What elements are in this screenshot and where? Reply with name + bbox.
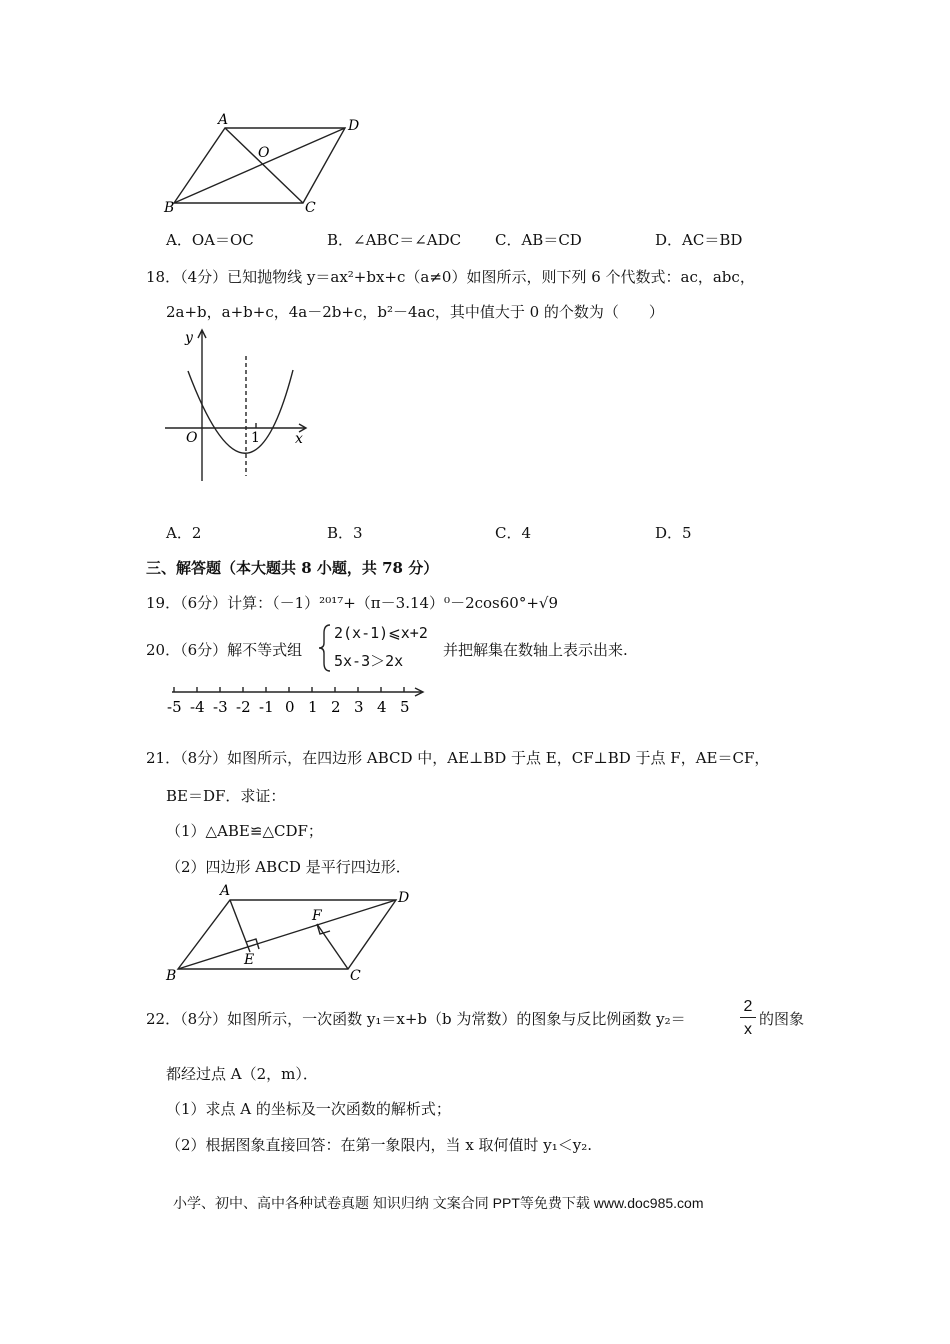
vertex-label-c: C	[305, 200, 316, 216]
tick-label: 4	[377, 698, 387, 716]
quadrilateral-figure-q21	[160, 880, 415, 988]
fraction-bar	[740, 1017, 756, 1018]
q18-option-a[interactable]: A．2	[166, 524, 202, 542]
tick-label: -5	[167, 698, 182, 716]
tick-label: 2	[331, 698, 341, 716]
vertex-label-a: A	[220, 883, 231, 899]
q20-inequality-1: 2(x-1)⩽x+2	[334, 624, 428, 642]
q20-inequality-2: 5x-3＞2x	[334, 652, 404, 670]
q20-prefix: 20．（6分）解不等式组	[146, 641, 303, 659]
tick-label-one: 1	[251, 430, 260, 446]
q22-stem-line2: 都经过点 A（2，m）．	[166, 1065, 318, 1083]
tick-label: -4	[190, 698, 205, 716]
parallelogram-figure-q17	[160, 108, 370, 218]
tick-label: 0	[285, 698, 295, 716]
tick-label: 1	[308, 698, 318, 716]
q20-suffix: 并把解集在数轴上表示出来.	[443, 641, 628, 659]
q21-stem-line1: 21．（8分）如图所示，在四边形 ABCD 中，AE⊥BD 于点 E，CF⊥BD 于点 F，AE＝CF，	[146, 749, 770, 767]
vertex-label-d: D	[348, 118, 360, 134]
q17-option-d[interactable]: D．AC＝BD	[655, 231, 743, 249]
tick-label: -2	[236, 698, 251, 716]
q17-option-c[interactable]: C．AB＝CD	[495, 231, 582, 249]
vertex-label-f: F	[312, 908, 322, 924]
number-line	[160, 682, 430, 718]
vertex-label-b: B	[164, 200, 175, 216]
vertex-label-e: E	[244, 952, 255, 968]
q22-stem-line1-end: 的图象	[759, 1010, 805, 1028]
q19-stem: 19．（6分）计算：（－1）²⁰¹⁷+（π－3.14）⁰－2cos60°+√9	[146, 594, 558, 612]
vertex-label-a: A	[218, 112, 229, 128]
vertex-label-b: B	[166, 968, 177, 984]
q22-sub1: （1）求点 A 的坐标及一次函数的解析式；	[166, 1100, 451, 1118]
y-axis-label: y	[185, 330, 193, 346]
x-axis-label: x	[295, 431, 303, 447]
q18-option-d[interactable]: D．5	[655, 524, 692, 542]
q17-option-b[interactable]: B．∠ABC＝∠ADC	[327, 231, 462, 249]
vertex-label-d: D	[398, 890, 410, 906]
q18-stem-line2: 2a+b，a+b+c，4a－2b+c，b²－4ac，其中值大于 0 的个数为（ ）	[166, 303, 664, 321]
tick-label: -3	[213, 698, 228, 716]
q22-sub2: （2）根据图象直接回答：在第一象限内，当 x 取何值时 y₁＜y₂.	[166, 1136, 593, 1154]
fraction-denominator: x	[744, 1021, 752, 1038]
q21-stem-line2: BE＝DF．求证：	[166, 787, 286, 805]
footer-text: 小学、初中、高中各种试卷真题 知识归纳 文案合同 PPT等免费下载 www.doc985.com	[173, 1195, 704, 1211]
q21-sub1: （1）△ABE≌△CDF；	[166, 822, 323, 840]
q21-sub2: （2）四边形 ABCD 是平行四边形．	[166, 858, 411, 876]
vertex-label-o: O	[258, 145, 270, 161]
q18-option-c[interactable]: C．4	[495, 524, 532, 542]
origin-label: O	[186, 430, 198, 446]
tick-label: 5	[400, 698, 410, 716]
tick-label: -1	[259, 698, 274, 716]
q22-stem-line1: 22．（8分）如图所示，一次函数 y₁＝x+b（b 为常数）的图象与反比例函数 y₂＝	[146, 1010, 686, 1028]
fraction-numerator: 2	[743, 998, 753, 1015]
q18-stem-line1: 18．（4分）已知抛物线 y＝ax²+bx+c（a≠0）如图所示，则下列 6 个代数式：ac，abc，	[146, 268, 755, 286]
brace-icon	[318, 623, 332, 673]
q18-option-b[interactable]: B．3	[327, 524, 363, 542]
vertex-label-c: C	[350, 968, 361, 984]
tick-label: 3	[354, 698, 364, 716]
section-heading: 三、解答题（本大题共 8 小题，共 78 分）	[146, 559, 439, 577]
q17-option-a[interactable]: A．OA＝OC	[166, 231, 254, 249]
parabola-graph-q18	[160, 326, 315, 486]
